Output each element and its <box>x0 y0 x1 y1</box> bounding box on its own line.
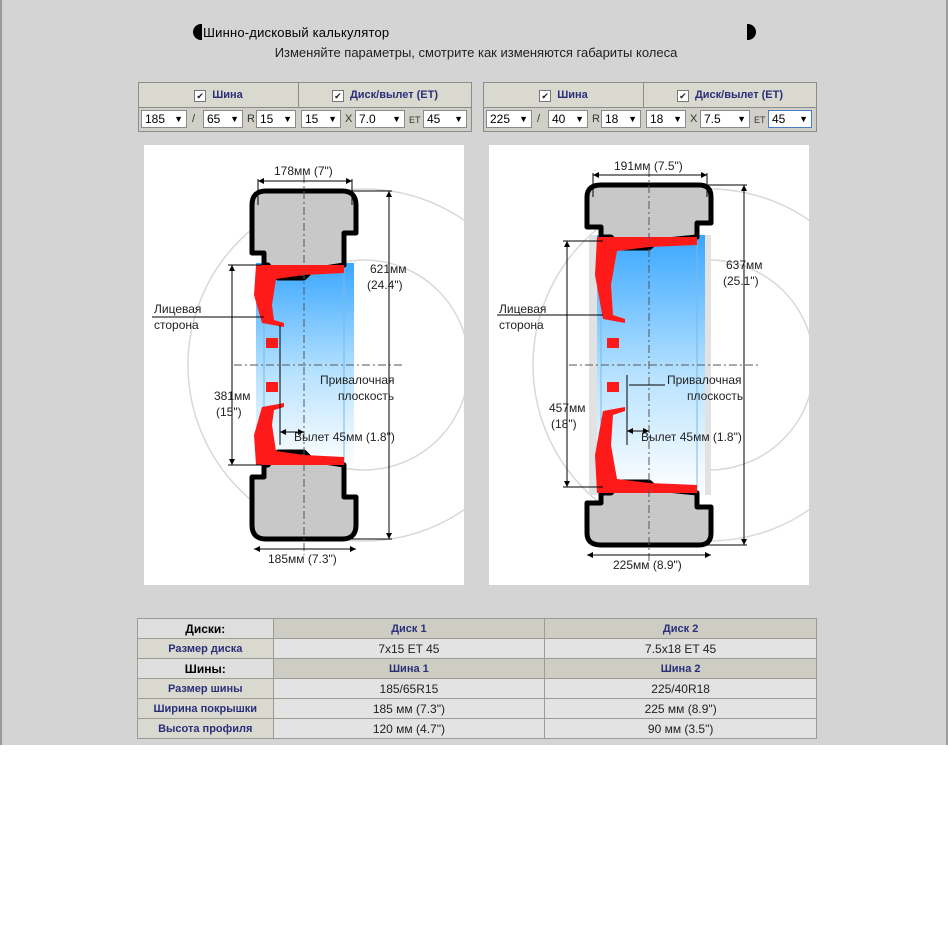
tire1-profile: 120 мм (4.7") <box>273 719 545 739</box>
tire-header-2 <box>484 83 644 108</box>
r-label: R <box>247 113 255 125</box>
tire-width-select[interactable]: 225 ▼ <box>486 110 532 128</box>
outer-in-label: (24.4") <box>367 278 403 292</box>
face-label-2: сторона <box>499 318 544 332</box>
params-panel-1 <box>138 82 472 132</box>
tread-width-label: Ширина покрышки <box>138 699 274 719</box>
bottom-dim-label: 185мм (7.3") <box>268 552 337 566</box>
table-row <box>138 699 817 719</box>
rim-diameter-select[interactable]: 18 ▼ <box>646 110 686 128</box>
outer-in-label: (25.1") <box>723 274 759 288</box>
rim-in-label: (15") <box>216 405 242 419</box>
chevron-down-icon: ▼ <box>628 114 637 124</box>
tire-size-label: Размер шины <box>138 679 274 699</box>
rim-diameter-select[interactable]: 15 ▼ <box>301 110 341 128</box>
chevron-down-icon: ▼ <box>519 114 528 124</box>
rim-header-label: Диск/вылет (ET) <box>694 89 784 101</box>
table-row <box>138 679 817 699</box>
rim-checkbox-1[interactable]: ✔ <box>332 90 344 102</box>
diameter-select[interactable]: 15 ▼ <box>256 110 296 128</box>
chevron-down-icon: ▼ <box>283 114 292 124</box>
results-table <box>137 618 817 739</box>
tire1-size: 185/65R15 <box>273 679 545 699</box>
mount-label-2: плоскость <box>687 389 744 403</box>
chevron-down-icon: ▼ <box>174 114 183 124</box>
chevron-down-icon: ▼ <box>575 114 584 124</box>
offset-label: Вылет 45мм (1.8") <box>641 430 742 444</box>
profile-select[interactable]: 65 ▼ <box>203 110 243 128</box>
et-select[interactable]: 45 ▼ <box>423 110 467 128</box>
title-bar <box>193 22 756 42</box>
top-dim-label: 178мм (7") <box>274 164 333 178</box>
chevron-down-icon: ▼ <box>392 114 401 124</box>
rim-checkbox-2[interactable]: ✔ <box>677 90 689 102</box>
disk2-header: Диск 2 <box>545 619 817 639</box>
wheel-diagram-2 <box>489 145 809 585</box>
title-cap-left <box>193 24 202 40</box>
diameter-select[interactable]: 18 ▼ <box>601 110 641 128</box>
et-label: ET <box>409 115 421 125</box>
outer-mm-label: 621мм <box>370 262 407 276</box>
x-label: X <box>345 113 353 125</box>
tire2-width: 225 мм (8.9") <box>545 699 817 719</box>
rim-header-2 <box>644 83 816 108</box>
rim-mm-label: 457мм <box>549 401 586 415</box>
mount-label-1: Привалочная <box>667 373 742 387</box>
rim-header-label: Диск/вылет (ET) <box>349 89 439 101</box>
tire2-profile: 90 мм (3.5") <box>545 719 817 739</box>
page-title: Шинно-дисковый калькулятор <box>203 25 390 40</box>
chevron-down-icon: ▼ <box>454 114 463 124</box>
tire-width-select[interactable]: 185 ▼ <box>141 110 187 128</box>
chevron-down-icon: ▼ <box>737 114 746 124</box>
table-row <box>138 619 817 639</box>
params-row-2 <box>484 108 816 131</box>
face-label-1: Лицевая <box>154 302 202 316</box>
tire1-header: Шина 1 <box>273 659 545 679</box>
chevron-down-icon: ▼ <box>328 114 337 124</box>
page-subtitle: Изменяйте параметры, смотрите как изменяются габариты колеса <box>274 45 678 60</box>
wheel-diagram-1 <box>144 145 464 585</box>
rim-width-select[interactable]: 7.0 ▼ <box>355 110 405 128</box>
table-row <box>138 659 817 679</box>
chevron-down-icon: ▼ <box>673 114 682 124</box>
table-row <box>138 719 817 739</box>
outer-mm-label: 637мм <box>726 258 763 272</box>
rim-header-1 <box>299 83 471 108</box>
et-label: ET <box>754 115 766 125</box>
chevron-down-icon: ▼ <box>799 114 808 124</box>
tire2-header: Шина 2 <box>545 659 817 679</box>
disks-section-label: Диски: <box>138 619 274 639</box>
offset-label: Вылет 45мм (1.8") <box>294 430 395 444</box>
slash-separator: / <box>537 113 541 125</box>
et-select[interactable]: 45 ▼ <box>768 110 812 128</box>
disk-size-label: Размер диска <box>138 639 274 659</box>
chevron-down-icon: ▼ <box>230 114 239 124</box>
top-dim-label: 191мм (7.5") <box>614 159 683 173</box>
tire-header-label: Шина <box>212 89 243 101</box>
rim-width-select[interactable]: 7.5 ▼ <box>700 110 750 128</box>
disk1-size: 7x15 ET 45 <box>273 639 545 659</box>
tire-checkbox-1[interactable]: ✔ <box>194 90 206 102</box>
title-cap-right <box>747 24 756 40</box>
params-row-1 <box>139 108 471 131</box>
disk1-header: Диск 1 <box>273 619 545 639</box>
table-row <box>138 639 817 659</box>
bottom-dim-label: 225мм (8.9") <box>613 558 682 572</box>
tire-checkbox-2[interactable]: ✔ <box>539 90 551 102</box>
profile-select[interactable]: 40 ▼ <box>548 110 588 128</box>
x-label: X <box>690 113 698 125</box>
tire2-size: 225/40R18 <box>545 679 817 699</box>
tire-header-label: Шина <box>557 89 588 101</box>
face-label-2: сторона <box>154 318 199 332</box>
mount-label-2: плоскость <box>338 389 395 403</box>
r-label: R <box>592 113 600 125</box>
face-label-1: Лицевая <box>499 302 547 316</box>
profile-height-label: Высота профиля <box>138 719 274 739</box>
slash-separator: / <box>192 113 196 125</box>
params-panel-2 <box>483 82 817 132</box>
rim-mm-label: 381мм <box>214 389 251 403</box>
tire-header-1 <box>139 83 299 108</box>
tire1-width: 185 мм (7.3") <box>273 699 545 719</box>
mount-label-1: Привалочная <box>320 373 395 387</box>
disk2-size: 7.5x18 ET 45 <box>545 639 817 659</box>
tires-section-label: Шины: <box>138 659 274 679</box>
rim-in-label: (18") <box>551 417 577 431</box>
